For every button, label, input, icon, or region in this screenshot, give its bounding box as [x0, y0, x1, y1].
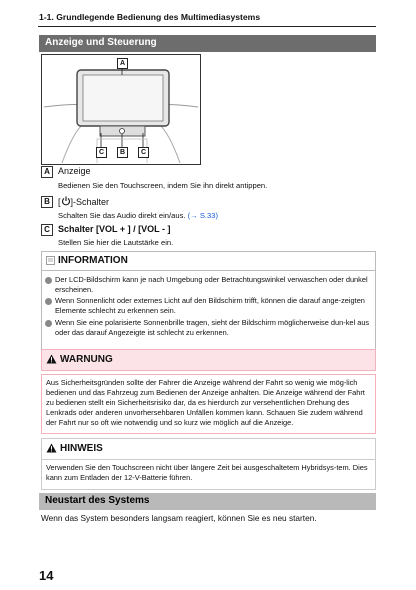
information-header [42, 252, 375, 271]
notice-box [41, 459, 376, 490]
warning-text: Aus Sicherheitsgründen sollte der Fahrer die Anzeige während der Fahrt so wenig wie mög-lich bedienen und das Fahrzeug zum Bedienen der Anzeige anhalten. Die Anzeige während der Fahrt zu bedienen stellt ein Sicherheitsrisiko dar, da es hierdurch zur versehentlichen Drehung des Lenkrads oder anderen unvorhersehbaren Unfällen kommen kann. Schauen Sie zudem während der Fahrt nur so oft wie notwendig und so kurz wie möglich auf die Anzeige. [46, 378, 365, 427]
item-title-power-switch: [ ]-Schalter [58, 197, 110, 207]
note-icon [46, 256, 55, 265]
callout-b: B [117, 147, 128, 158]
notice-text: Verwenden Sie den Touchscreen nicht über längere Zeit bei ausgeschaltetem Hybridsys-tem. Dies kann zum Entladen der 12-V-Batterie führen. [46, 463, 368, 482]
callout-c-right: C [138, 147, 149, 158]
bullet-icon [45, 277, 52, 284]
information-bullet-3: Wenn Sie eine polarisierte Sonnenbrille tragen, sieht der Bildschirm möglicherweise dun-kel aus oder das darauf Angezeigte ist schlecht zu erkennen. [55, 318, 370, 337]
callout-c-left: C [96, 147, 107, 158]
caution-triangle-icon [46, 443, 57, 453]
warning-triangle-icon [46, 354, 57, 364]
item-desc-volume: Stellen Sie hier die Lautstärke ein. [58, 238, 174, 247]
warning-title: WARNUNG [60, 354, 113, 365]
bullet-icon [45, 298, 52, 305]
information-bullet-2: Wenn Sonnenlicht oder externes Licht auf den Bildschirm trifft, können die darauf ange-zeigten Elemente schlecht zu erkennen sein. [55, 296, 365, 315]
warning-header [41, 349, 376, 371]
dashboard-illustration [41, 54, 201, 165]
information-title: INFORMATION [58, 255, 128, 266]
section-title: Neustart des Systems [45, 495, 150, 506]
item-desc-power-switch: Schalten Sie das Audio direkt ein/aus. (→ S.33) [58, 211, 219, 220]
warning-box [41, 374, 376, 434]
callout-a: A [117, 58, 128, 69]
restart-instruction: Wenn das System besonders langsam reagiert, können Sie es neu starten. [41, 513, 317, 523]
power-icon [61, 196, 71, 206]
item-title-display: Anzeige [58, 166, 91, 176]
section-bar-restart [39, 493, 376, 510]
item-desc-display: Bedienen Sie den Touchscreen, indem Sie ihn direkt antippen. [58, 181, 268, 190]
item-letter-c: C [41, 224, 53, 236]
chapter-header: 1-1. Grundlegende Bedienung des Multimediasystems [39, 12, 261, 22]
information-bullet-1: Der LCD-Bildschirm kann je nach Umgebung oder Betrachtungswinkel verwaschen oder dunkel erscheinen. [55, 275, 368, 294]
section-bar-display [39, 35, 376, 52]
page-number: 14 [39, 568, 54, 583]
bullet-icon [45, 320, 52, 327]
page-link[interactable]: (→ S.33) [187, 211, 219, 220]
notice-header [41, 438, 376, 460]
item-title-volume: Schalter [VOL + ] / [VOL - ] [58, 224, 171, 234]
information-box [41, 251, 376, 351]
header-divider [38, 26, 376, 27]
item-letter-b: B [41, 196, 53, 208]
section-title: Anzeige und Steuerung [45, 37, 157, 48]
notice-title: HINWEIS [60, 443, 103, 454]
item-letter-a: A [41, 166, 53, 178]
